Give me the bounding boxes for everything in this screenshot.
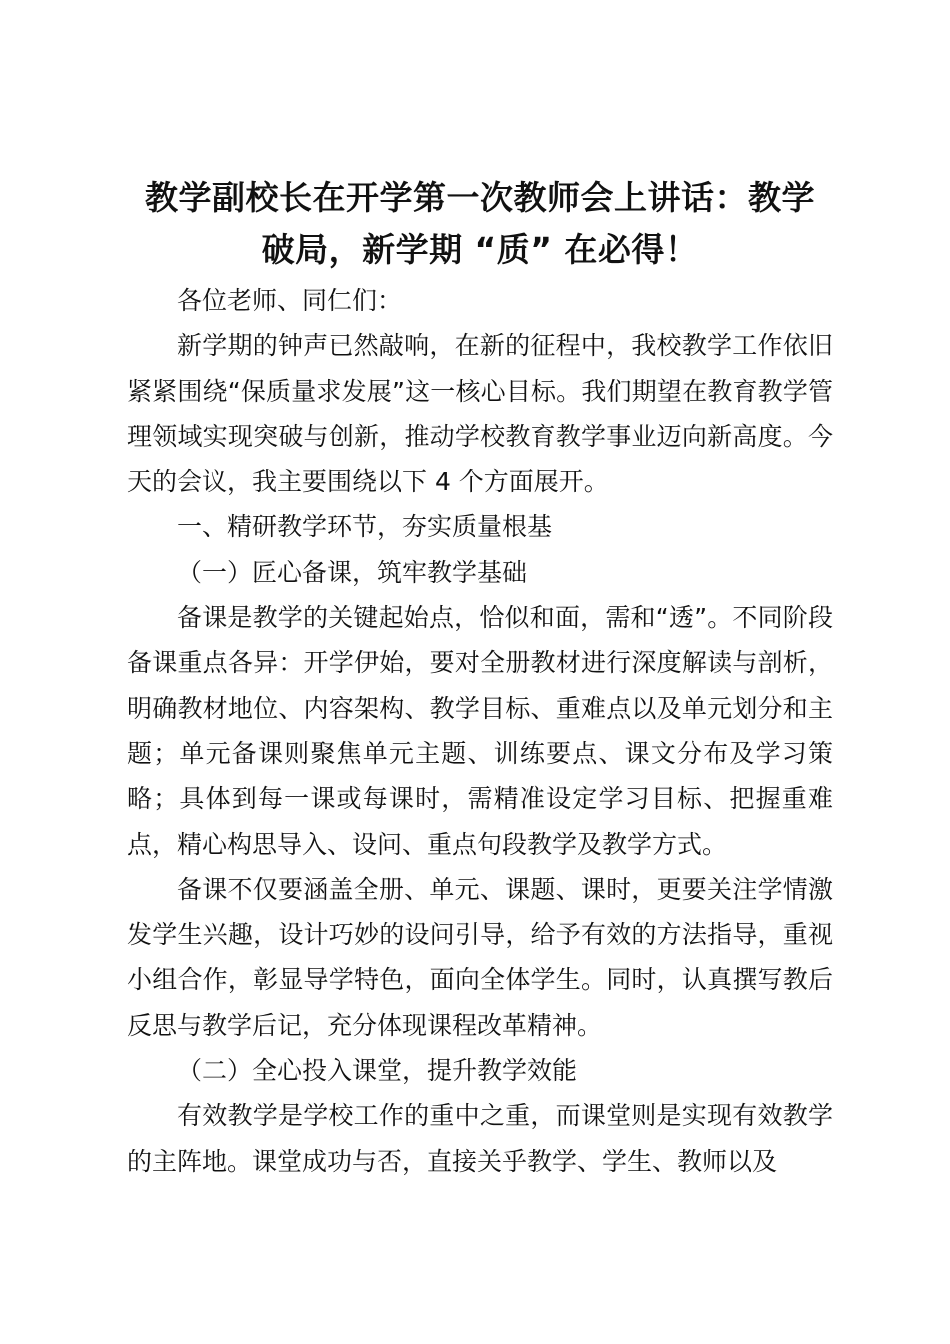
subsection-1-paragraph-2: 备课不仅要涵盖全册、单元、课题、课时，更要关注学情激发学生兴趣，设计巧妙的设问引导，给予有效的方法指导，重视小组合作，彰显导学特色，面向全体学生。同时，认真撰写教后反思与教学后记，充分体现课程改革精神。 — [127, 874, 833, 1040]
subsection-2-heading: （二）全心投入课堂，提升教学效能 — [177, 1056, 578, 1086]
subsection-1-heading: （一）匠心备课，筑牢教学基础 — [177, 557, 528, 587]
subsection-1-paragraph-1: 备课是教学的关键起始点，恰似和面，需和“透”。不同阶段备课重点各异：开学伊始，要对全册教材进行深度解读与剖析，明确教材地位、内容架构、教学目标、重难点以及单元划分和主题；单元备课则聚焦单元主题、训练要点、课文分布及学习策略；具体到每一课或每课时，需精准设定学习目标、把握重难点，精心构思导入、设问、重点句段教学及教学方式。 — [127, 603, 833, 859]
title-line-1: 教学副校长在开学第一次教师会上讲话：教学 — [145, 178, 815, 217]
document-page — [127, 172, 833, 1184]
intro-paragraph: 新学期的钟声已然敲响，在新的征程中，我校教学工作依旧紧紧围绕“保质量求发展”这一核心目标。我们期望在教育教学管理领域实现突破与创新，推动学校教育教学事业迈向新高度。今天的会议，我主要围绕以下 4 个方面展开。 — [127, 331, 833, 497]
document-title — [127, 172, 833, 276]
subsection-2-paragraph-1: 有效教学是学校工作的重中之重，而课堂则是实现有效教学的主阵地。课堂成功与否，直接关乎教学、学生、教师以及 — [127, 1101, 833, 1176]
title-line-2: 破局，新学期 “质” 在必得！ — [261, 230, 699, 269]
section-1-heading: 一、精研教学环节，夯实质量根基 — [177, 512, 553, 542]
salutation: 各位老师、同仁们： — [177, 286, 403, 315]
